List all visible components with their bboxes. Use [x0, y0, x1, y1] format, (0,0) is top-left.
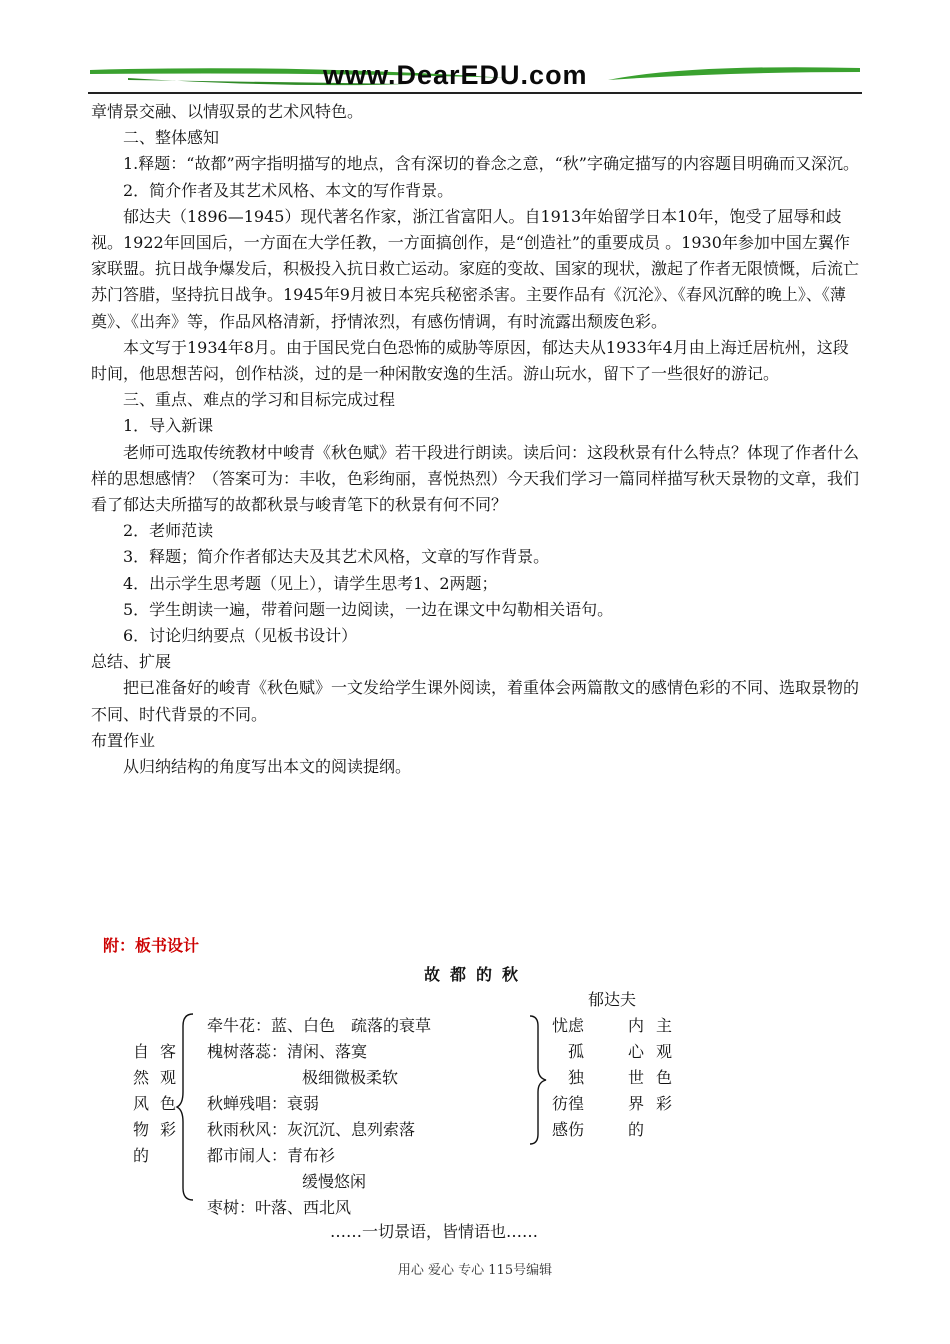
left-col-b-char: 色 [160, 1094, 177, 1113]
feeling-item: 感伤 [552, 1120, 585, 1139]
paragraph: 2．简介作者及其艺术风格、本文的写作背景。 [123, 180, 454, 200]
left-col-a-char: 然 [133, 1068, 150, 1087]
left-col-a-char: 物 [133, 1120, 150, 1139]
site-banner [88, 58, 862, 94]
left-col-b-char: 观 [160, 1068, 177, 1087]
left-col-a-char: 的 [133, 1146, 150, 1165]
paragraph: 5．学生朗读一遍，带着问题一边阅读，一边在课文中勾勒相关语句。 [123, 599, 614, 619]
paragraph: 老师可选取传统教材中峻青《秋色赋》若干段进行朗读。读后问：这段秋景有什么特点？体现了作者什么样的思想感情？（答案可为：丰收，色彩绚丽，喜悦热烈）今天我们学习一篇同样描写秋天景物的文章，我们看了郁达夫所描写的故都秋景与峻青笔下的秋景有何不同？ [91, 442, 860, 515]
paragraph: 1．导入新课 [123, 416, 214, 436]
feeling-item: 忧虑 [552, 1016, 585, 1035]
page-footer: 用心 爱心 专心 115号编辑 [397, 1263, 553, 1278]
board-title: 故都的秋 [424, 965, 529, 984]
right-col-b-char: 彩 [656, 1094, 673, 1113]
paragraph: 6．讨论归纳要点（见板书设计） [123, 626, 358, 646]
lesson-body [91, 99, 861, 780]
left-col-b-char: 客 [160, 1042, 177, 1061]
left-col-a-char: 自 [133, 1042, 150, 1061]
board-conclusion: ……一切景语，皆情语也…… [330, 1222, 539, 1241]
scenery-item: 秋蝉残唱：衰弱 [207, 1094, 320, 1113]
right-col-a-char: 内 [628, 1016, 645, 1035]
scenery-item: 枣树：叶落、西北风 [207, 1198, 352, 1217]
paragraph: 2．老师范读 [123, 521, 214, 541]
paragraph: 布置作业 [91, 730, 156, 750]
paragraph: 本文写于1934年8月。由于国民党白色恐怖的威胁等原因，郁达夫从1933年4月由上海迁居杭州，这段时间，他思想苦闷，创作枯淡，过的是一种闲散安逸的生活。游山玩水，留下了一些很好的游记。 [91, 337, 849, 384]
paragraph: 从归纳结构的角度写出本文的阅读提纲。 [123, 757, 412, 777]
paragraph: 4．出示学生思考题（见上），请学生思考1、2两题； [123, 573, 498, 593]
feeling-item: 彷徨 [552, 1094, 585, 1113]
right-brace-icon [528, 1014, 548, 1146]
board-author: 郁达夫 [588, 990, 637, 1009]
right-col-a-char: 界 [628, 1094, 645, 1113]
paragraph: 二、整体感知 [123, 128, 220, 148]
feeling-item: 独 [568, 1068, 585, 1087]
right-col-b-char: 观 [656, 1042, 673, 1061]
paragraph: 章情景交融、以情驭景的艺术风特色。 [91, 102, 364, 121]
scenery-item: 牵牛花：蓝、白色 疏落的衰草 [207, 1016, 432, 1035]
feeling-item: 孤 [568, 1042, 585, 1061]
right-col-b-char: 色 [656, 1068, 673, 1087]
scenery-item: 极细微极柔软 [302, 1068, 399, 1087]
paragraph: 三、重点、难点的学习和目标完成过程 [123, 390, 396, 410]
left-col-a-char: 风 [133, 1094, 150, 1113]
left-brace-icon [175, 1012, 197, 1202]
right-col-b-char: 主 [656, 1016, 673, 1035]
right-col-a-char: 心 [628, 1042, 645, 1061]
paragraph: 3．释题；简介作者郁达夫及其艺术风格，文章的写作背景。 [123, 547, 550, 567]
right-col-a-char: 的 [628, 1120, 645, 1139]
paragraph: 总结、扩展 [91, 652, 172, 672]
scenery-item: 都市闹人：青布衫 [207, 1146, 336, 1165]
right-col-a-char: 世 [628, 1068, 645, 1087]
left-col-b-char: 彩 [160, 1120, 177, 1139]
scenery-item: 缓慢悠闲 [302, 1172, 367, 1191]
paragraph: 把已准备好的峻青《秋色赋》一文发给学生课外阅读，着重体会两篇散文的感情色彩的不同、选取景物的不同、时代背景的不同。 [91, 678, 860, 724]
scenery-item: 秋雨秋风：灰沉沉、息列索落 [207, 1120, 416, 1139]
header-rule [88, 92, 862, 94]
board-heading: 附：板书设计 [103, 936, 200, 955]
paragraph: 郁达夫（1896—1945）现代著名作家，浙江省富阳人。自1913年始留学日本10年，饱受了屈辱和歧视。1922年回国后，一方面在大学任教，一方面搞创作，是“创造社”的重要成员 。1930年参加中国左翼作家联盟。抗日战争爆发后，积极投入抗日救亡运动。家庭的变故、国家的现状，激起了作者无限愤慨，后流亡苏门答腊，坚持抗日战争。1945年9月被日本宪兵秘密杀害。主要作品有《沉沦》、《春风沉醉的晚上》、《薄奠》、《出奔》等，作品风格清新，抒情浓烈，有感伤情调，有时流露出颓废色彩。 [91, 206, 860, 331]
site-url[interactable]: www.DearEDU.com [323, 60, 588, 90]
paragraph: 1.释题：“故都”两字指明描写的地点，含有深切的眷念之意，“秋”字确定描写的内容题目明确而又深沉。 [123, 154, 859, 174]
scenery-item: 槐树落蕊：清闲、落寞 [207, 1042, 368, 1061]
